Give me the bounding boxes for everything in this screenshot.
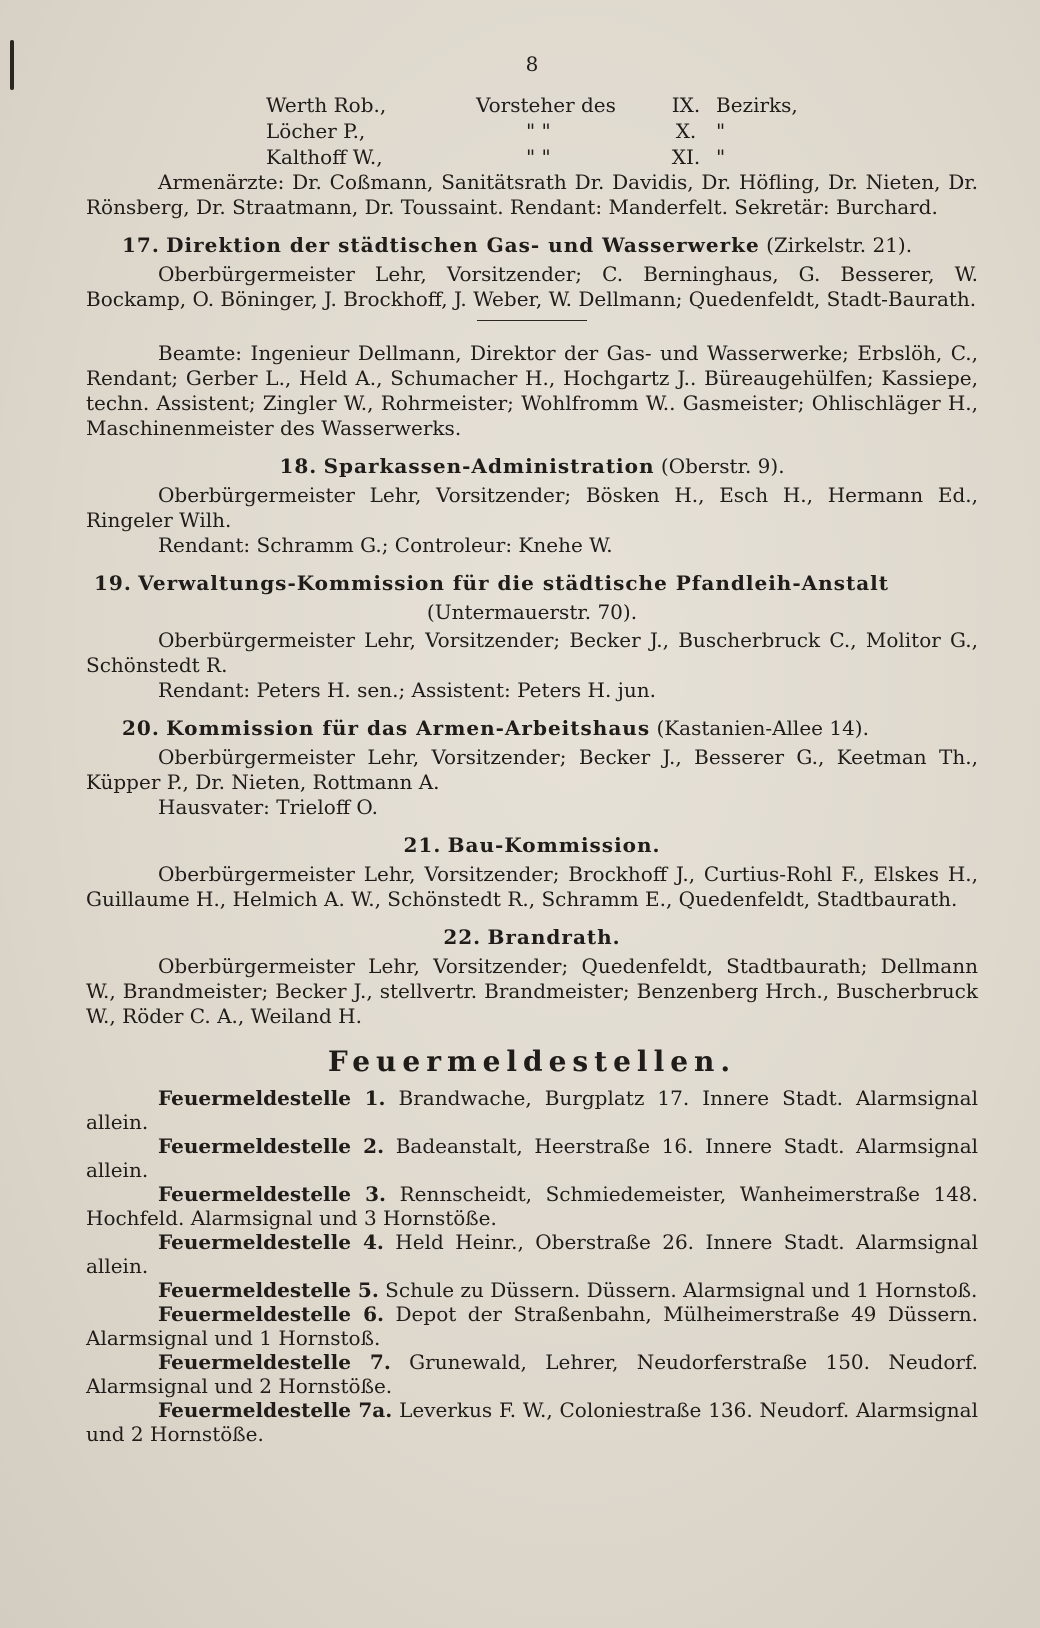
feuermeldestelle-text: Brandwache, Burgplatz 17. Innere Stadt. Alarmsignal allein. <box>86 1086 978 1134</box>
vorsteher-district: Bezirks, <box>716 93 798 117</box>
section-20-address: (Kastanien-Allee 14). <box>656 716 869 740</box>
feuermeldestelle-text: Schule zu Düssern. Düssern. Alarmsignal und 1 Hornstoß. <box>385 1278 978 1302</box>
vorsteher-list <box>266 92 978 170</box>
section-17-number: 17. <box>122 233 160 257</box>
feuermeldestelle-label: Feuermeldestelle 7. <box>158 1350 391 1374</box>
feuermeldestelle-text: Leverkus F. W., Coloniestraße 136. Neudorf. Alarmsignal und 2 Hornstöße. <box>86 1398 978 1446</box>
feuermeldestelle-label: Feuermeldestelle 3. <box>158 1182 387 1206</box>
section-21-number: 21. <box>403 833 442 857</box>
section-20-heading <box>86 715 978 741</box>
feuermeldestelle-text: Rennscheidt, Schmiedemeister, Wanheimerstraße 148. Hochfeld. Alarmsignal und 3 Hornstöße. <box>86 1182 979 1230</box>
feuermeldestelle-label: Feuermeldestelle 5. <box>158 1278 379 1302</box>
feuermeldestelle-text: Held Heinr., Oberstraße 26. Innere Stadt. Alarmsignal allein. <box>86 1230 979 1278</box>
divider-rule <box>477 320 587 321</box>
vorsteher-row <box>266 118 978 144</box>
section-19-address: (Untermauerstr. 70). <box>426 600 638 624</box>
vorsteher-name: Kalthoff W., <box>266 145 383 169</box>
section-19-members: Oberbürgermeister Lehr, Vorsitzender; Becker J., Buscherbruck C., Molitor G., Schönstedt R. <box>86 628 978 677</box>
vorsteher-district: " <box>716 119 726 143</box>
feuermeldestelle-label: Feuermeldestelle 1. <box>158 1086 386 1110</box>
feuermeldestellen-title: Feuermeldestellen. <box>327 1045 737 1078</box>
feuermeldestelle-label: Feuermeldestelle 2. <box>158 1134 385 1158</box>
feuermeldestelle-text: Grunewald, Lehrer, Neudorferstraße 150. Neudorf. Alarmsignal und 2 Hornstöße. <box>86 1350 979 1398</box>
section-17-address: (Zirkelstr. 21). <box>766 233 913 257</box>
section-20-staff: Hausvater: Trieloff O. <box>158 795 378 819</box>
section-19-title: Verwaltungs-Kommission für die städtische Pfandleih-Anstalt <box>138 571 890 595</box>
section-17-beamte: Beamte: Ingenieur Dellmann, Direktor der Gas- und Wasserwerke; Erbslöh, C., Rendant; Gerber L., Held A., Schumacher H., Hochgartz J.. Büreaugehülfen; Kassiepe, techn. Assistent; Zingler W., Rohrmeister; Wohlfromm W.. Gasmeister; Ohlischläger H., Maschinenmeister des Wasserwerks. <box>86 341 978 440</box>
feuermeldestelle-item <box>86 1302 978 1350</box>
vorsteher-number: IX. <box>671 93 701 117</box>
armenaerzte-paragraph: Armenärzte: Dr. Coßmann, Sanitätsrath Dr. Davidis, Dr. Höfling, Dr. Nieten, Dr. Rönsberg, Dr. Straatmann, Dr. Toussaint. Rendant: Manderfelt. Sekretär: Burchard. <box>86 170 978 219</box>
section-17-members: Oberbürgermeister Lehr, Vorsitzender; C. Berninghaus, G. Besserer, W. Bockamp, O. Böninger, J. Brockhoff, J. Weber, W. Dellmann; Quedenfeldt, Stadt-Baurath. <box>86 262 978 311</box>
section-20-members: Oberbürgermeister Lehr, Vorsitzender; Becker J., Besserer G., Keetman Th., Küpper P., Dr. Nieten, Rottmann A. <box>86 745 978 794</box>
section-18-title: Sparkassen-Administration <box>323 454 655 478</box>
page-number: 8 <box>525 52 539 76</box>
vorsteher-number: XI. <box>671 145 701 169</box>
feuermeldestelle-item <box>86 1350 978 1398</box>
section-19-number: 19. <box>94 571 132 595</box>
vorsteher-role: " " <box>526 119 551 143</box>
vorsteher-role: Vorsteher des <box>476 93 616 117</box>
section-20-title: Kommission für das Armen-Arbeitshaus <box>166 716 651 740</box>
vorsteher-role: " " <box>526 145 551 169</box>
vorsteher-district: " <box>716 145 726 169</box>
feuermeldestelle-item <box>86 1134 978 1182</box>
scan-edge-mark <box>10 40 14 90</box>
section-20-number: 20. <box>122 716 160 740</box>
section-22-number: 22. <box>443 925 482 949</box>
section-21-heading <box>86 832 978 858</box>
vorsteher-row <box>266 144 978 170</box>
feuermeldestelle-label: Feuermeldestelle 6. <box>158 1302 384 1326</box>
section-17-heading <box>86 232 978 258</box>
section-22-members: Oberbürgermeister Lehr, Vorsitzender; Quedenfeldt, Stadtbaurath; Dellmann W., Brandmeister; Becker J., stellvertr. Brandmeister; Benzenberg Hrch., Buscherbruck W., Röder C. A., Weiland H. <box>86 954 978 1028</box>
section-18-staff: Rendant: Schramm G.; Controleur: Knehe W. <box>158 533 613 557</box>
feuermeldestelle-text: Depot der Straßenbahn, Mülheimerstraße 49 Düssern. Alarmsignal und 1 Hornstoß. <box>86 1302 978 1350</box>
vorsteher-number: X. <box>675 119 697 143</box>
feuermeldestelle-item <box>86 1230 978 1278</box>
feuermeldestelle-item <box>86 1398 978 1446</box>
section-21-title: Bau-Kommission. <box>447 833 661 857</box>
section-17-title: Direktion der städtischen Gas- und Wasserwerke <box>166 233 760 257</box>
section-19-staff: Rendant: Peters H. sen.; Assistent: Peters H. jun. <box>158 678 656 702</box>
feuermeldestelle-label: Feuermeldestelle 7a. <box>158 1398 393 1422</box>
vorsteher-row <box>266 92 978 118</box>
section-22-title: Brandrath. <box>487 925 621 949</box>
feuermeldestelle-text: Badeanstalt, Heerstraße 16. Innere Stadt. Alarmsignal allein. <box>86 1134 979 1182</box>
section-19-heading <box>86 570 978 596</box>
section-18-members: Oberbürgermeister Lehr, Vorsitzender; Bösken H., Esch H., Hermann Ed., Ringeler Wilh. <box>86 483 978 532</box>
feuermeldestelle-label: Feuermeldestelle 4. <box>158 1230 384 1254</box>
feuermeldestelle-item <box>86 1086 978 1134</box>
section-18-address: (Oberstr. 9). <box>660 454 785 478</box>
section-22-heading <box>86 924 978 950</box>
vorsteher-name: Löcher P., <box>266 119 366 143</box>
feuermeldestelle-item <box>86 1278 978 1302</box>
feuermeldestelle-item <box>86 1182 978 1230</box>
section-18-heading <box>86 453 978 479</box>
vorsteher-name: Werth Rob., <box>266 93 387 117</box>
section-18-number: 18. <box>279 454 318 478</box>
section-21-members: Oberbürgermeister Lehr, Vorsitzender; Brockhoff J., Curtius-Rohl F., Elskes H., Guillaume H., Helmich A. W., Schönstedt R., Schramm E., Quedenfeldt, Stadtbaurath. <box>86 862 978 911</box>
